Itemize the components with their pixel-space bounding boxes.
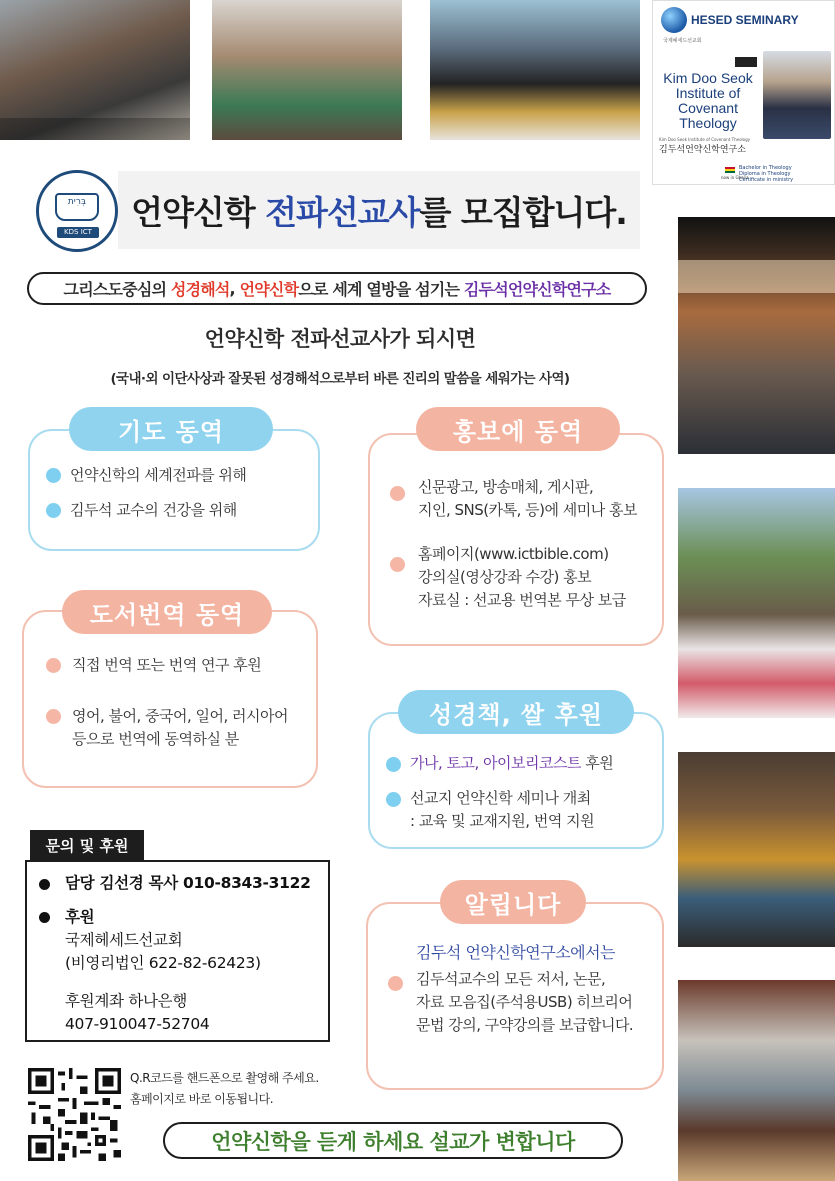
promo-label: 홍보에 동역 <box>416 407 620 451</box>
seminary-banner <box>652 0 835 185</box>
professor-portrait <box>763 51 831 139</box>
footer-slogan: 언약신학을 듣게 하세요 설교가 변합니다 <box>163 1122 623 1159</box>
support-item-1: 가나, 토고, 아이보리코스트 후원 <box>410 754 614 772</box>
photo-seminar-hall <box>678 217 835 454</box>
notice-heading: 김두석 언약신학연구소에서는 <box>416 943 616 962</box>
kds-ict-logo <box>36 170 118 252</box>
contact-manager: 담당 김선경 목사 010-8343-3122 <box>65 874 311 892</box>
seminary-name: HESED SEMINARY <box>691 13 799 27</box>
bullet-icon <box>46 658 61 673</box>
photo-lecture-room <box>678 980 835 1181</box>
bullet-icon <box>46 503 61 518</box>
bullet-icon <box>386 757 401 772</box>
prayer-item: 김두석 교수의 건강을 위해 <box>70 501 237 519</box>
now-in-ghana: now in Ghana <box>721 175 749 180</box>
notice-item: 김두석교수의 모든 저서, 논문, 자료 모음집(주석용USB) 히브리어 문법 강의, 구약강의를 보급합니다. <box>416 970 634 1034</box>
bullet-icon <box>390 486 405 501</box>
translation-item-1: 직접 번역 또는 번역 연구 후원 <box>72 656 262 674</box>
translation-label: 도서번역 동역 <box>62 590 272 634</box>
prayer-label: 기도 동역 <box>69 407 273 451</box>
logo-badge: KDS ICT <box>57 227 99 238</box>
institute-small: Kim Doo Seok Institute of Covenant Theology <box>659 137 750 142</box>
slogan-pill: 그리스도중심의 성경해석 , 언약신학 으로 세계 열방을 섬기는 김두석언약신학연구소 <box>27 272 647 305</box>
photo-classroom-seminar <box>212 0 402 140</box>
qr-instructions: Q.R코드를 핸드폰으로 촬영해 주세요. 홈페이지로 바로 이동됩니다. <box>130 1071 319 1106</box>
logo-hebrew: בְּרִית <box>67 197 87 207</box>
photo-graduation-ceremony <box>430 0 640 140</box>
photo-students-certificates <box>0 0 190 140</box>
institute-name: Kim Doo Seok Institute of Covenant Theology <box>663 70 753 131</box>
translation-card <box>22 610 318 788</box>
contact-tab: 문의 및 후원 <box>30 830 144 860</box>
qr-code[interactable] <box>28 1068 121 1161</box>
contact-box <box>25 860 330 1042</box>
ghana-flag-icon <box>725 167 735 173</box>
degree-list: Bachelor in Theology Diploma in Theology Certificate in ministry <box>739 165 794 183</box>
institute-korean: 김두석언약신학연구소 <box>659 145 746 155</box>
sponsor-label: 후원 <box>65 908 95 926</box>
globe-icon <box>661 7 687 33</box>
bullet-icon <box>386 792 401 807</box>
bank-account: 후원계좌 하나은행 407-910047-52704 <box>65 992 210 1033</box>
promo-item-2: 홈페이지(www.ictbible.com) 강의실(영상강좌 수강) 홍보 자료실 : 선교용 번역본 무상 보급 <box>418 545 626 609</box>
graduation-cap-icon <box>735 57 757 67</box>
promo-card <box>368 433 664 646</box>
subheading: 언약신학 전파선교사가 되시면 <box>204 327 476 351</box>
support-label: 성경책, 쌀 후원 <box>398 690 634 734</box>
photo-rice-donation <box>678 488 835 718</box>
bullet-icon <box>388 976 403 991</box>
promo-item-1: 신문광고, 방송매체, 게시판, 지인, SNS(카톡, 등)에 세미나 홍보 <box>418 478 637 519</box>
translation-item-2: 영어, 불어, 중국어, 일어, 러시아어 등으로 번역에 동역하실 분 <box>72 707 289 748</box>
photo-group-seminar <box>678 752 835 947</box>
support-item-2: 선교지 언약신학 세미나 개최 : 교육 및 교재지원, 번역 지원 <box>410 789 595 830</box>
bullet-icon <box>39 912 50 923</box>
notice-card <box>366 902 664 1090</box>
sponsor-details: 국제헤세드선교회 (비영리법인 622-82-62423) <box>65 931 261 972</box>
seminary-sub: 국제헤세드선교회 <box>663 38 702 44</box>
bullet-icon <box>390 557 405 572</box>
page-title: 언약신학 전파선교사 를 모집합니다. <box>118 171 640 249</box>
bullet-icon <box>39 879 50 890</box>
ministry-description: (국내·외 이단사상과 잘못된 성경해석으로부터 바른 진리의 말씀을 세워가는 사역) <box>110 371 570 387</box>
bullet-icon <box>46 468 61 483</box>
notice-label: 알립니다 <box>440 880 586 924</box>
prayer-item: 언약신학의 세계전파를 위해 <box>70 466 247 484</box>
bullet-icon <box>46 709 61 724</box>
